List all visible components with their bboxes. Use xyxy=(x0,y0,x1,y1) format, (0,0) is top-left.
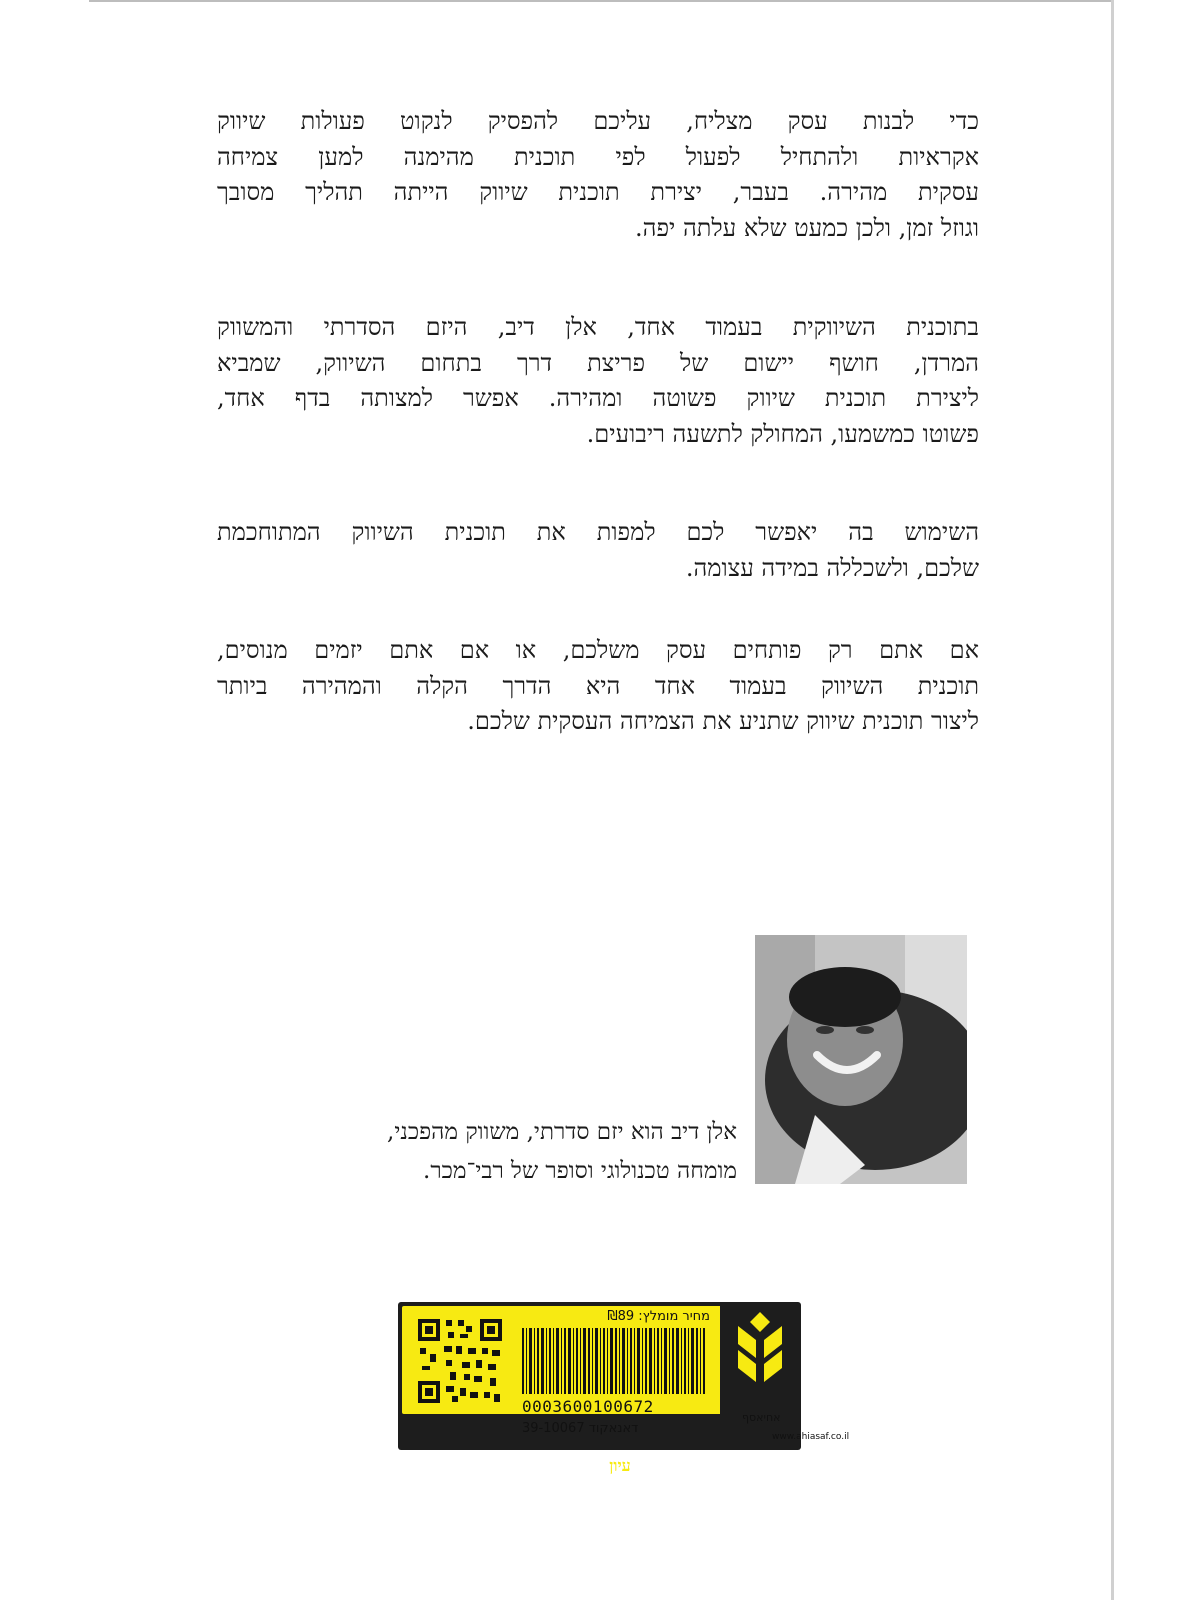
blurb-line: בתוכנית השיווקית בעמוד אחד, אלן דיב, היזם הסדרתי והמשווק xyxy=(217,313,979,341)
publisher-site: www.ahiasaf.co.il xyxy=(772,1432,850,1442)
publisher-logo-icon xyxy=(720,1306,799,1414)
author-bio-line: מומחה טכנולוגי וסופר של רבי־מכר. xyxy=(423,1158,737,1184)
blurb-paragraph-3 xyxy=(217,515,979,586)
page-right-edge xyxy=(1111,0,1114,1600)
blurb-line: תוכנית השיווק בעמוד אחד היא הדרך הקלה והמהירה ביותר xyxy=(217,671,979,700)
blurb-line: וגוזל זמן, ולכן כמעט שלא עלתה יפה. xyxy=(635,213,979,242)
publisher-name: אחיאסף xyxy=(742,1411,781,1424)
author-bio-line: אלן דיב הוא יזם סדרתי, משווק מהפכני, xyxy=(387,1119,737,1145)
catalog-code: 39-10067 דאנאקוד xyxy=(522,1421,639,1436)
barcode-icon xyxy=(522,1328,705,1394)
author-bio xyxy=(387,1113,737,1191)
blurb-line: פשוטו כמשמעו, המחולק לתשעה ריבועים. xyxy=(586,419,979,448)
blurb-paragraph-4 xyxy=(217,633,979,740)
author-portrait-icon xyxy=(755,935,967,1184)
isbn-number: 0003600100672 xyxy=(522,1397,654,1416)
series-brand-name: עיון xyxy=(609,1456,631,1475)
top-border-line xyxy=(89,0,1114,2)
author-photo xyxy=(755,935,967,1184)
blurb-line: השימוש בה יאפשר לכם למפות את תוכנית השיווק המתוחכמת xyxy=(217,518,979,546)
blurb-line: עסקית מהירה. בעבר, יצירת תוכנית שיווק הייתה תהליך מסובך xyxy=(217,178,979,206)
blurb-line: המרדן, חושף יישום של פריצת דרך בתחום השיווק, שמביא xyxy=(217,348,979,377)
blurb-line: ליצור תוכנית שיווק שתניע את הצמיחה העסקית שלכם. xyxy=(467,707,979,735)
blurb-line: ליצירת תוכנית שיווק פשוטה ומהירה. אפשר למצותה בדף אחד, xyxy=(217,384,979,412)
blurb-line: כדי לבנות עסק מצליח, עליכם להפסיק לנקוט פעולות שיווק xyxy=(217,107,979,135)
price-label: מחיר מומלץ: ₪89 xyxy=(607,1309,710,1324)
blurb-line: אקראיות ולהתחיל לפעול לפי תוכנית מהימנה למען צמיחה xyxy=(217,142,979,171)
blurb-paragraph-2 xyxy=(217,310,979,452)
blurb-line: שלכם, ולשכללה במידה עצומה. xyxy=(685,553,979,582)
blurb-line: אם אתם רק פותחים עסק משלכם, או אם אתם יזמים מנוסים, xyxy=(217,636,979,664)
blurb-paragraph-1 xyxy=(217,104,979,246)
qr-code-icon xyxy=(417,1318,503,1404)
